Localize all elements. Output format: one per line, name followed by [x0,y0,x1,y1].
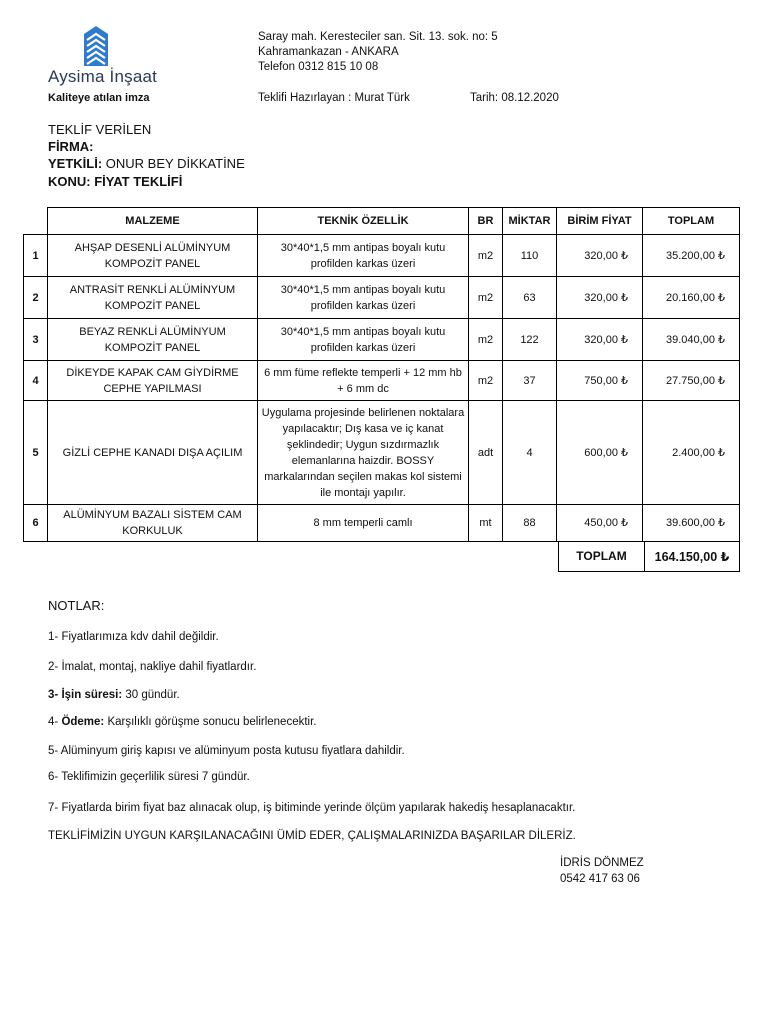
row-unit: m2 [469,319,503,361]
row-no: 5 [24,401,48,505]
row-qty: 122 [503,319,557,361]
note-bold: Ödeme: [61,716,105,728]
row-unit-price: 320,00 ₺ [557,235,643,277]
grand-total-label: TOPLAM [559,541,645,571]
note-item [48,631,219,643]
row-unit-price: 450,00 ₺ [557,505,643,542]
note-prefix: 4- [48,716,59,728]
row-spec: 30*40*1,5 mm antipas boyalı kutu profilden karkas üzeri [258,235,469,277]
note-text: Fiyatlarımıza kdv dahil değildir. [61,631,219,643]
header-unit: BR [469,208,503,235]
closing-message: TEKLİFİMİZİN UYGUN KARŞILANACAĞINI ÜMİD EDER, ÇALIŞMALARINIZDA BAŞARILAR DİLERİZ. [48,830,576,842]
row-material: ANTRASİT RENKLİ ALÜMİNYUM KOMPOZİT PANEL [48,277,258,319]
signature-phone: 0542 417 63 06 [560,873,640,885]
note-prefix: 1- [48,631,59,643]
header-blank [24,208,48,235]
row-unit: m2 [469,361,503,401]
table-row [24,361,740,401]
phone: Telefon 0312 815 10 08 [258,61,379,73]
table-row [24,277,740,319]
contact-value: ONUR BEY DİKKATİNE [105,156,245,171]
note-prefix: 2- [48,661,59,673]
row-unit: mt [469,505,503,542]
row-no: 4 [24,361,48,401]
row-qty: 88 [503,505,557,542]
header-material: MALZEME [48,208,258,235]
row-material: AHŞAP DESENLİ ALÜMİNYUM KOMPOZİT PANEL [48,235,258,277]
header-unit-price: BİRİM FİYAT [557,208,643,235]
row-total: 20.160,00 ₺ [643,277,740,319]
note-prefix: 5- [48,745,59,757]
notes-title: NOTLAR: [48,598,105,613]
row-total: 2.400,00 ₺ [643,401,740,505]
row-material: BEYAZ RENKLİ ALÜMİNYUM KOMPOZİT PANEL [48,319,258,361]
signature-name: İDRİS DÖNMEZ [560,857,644,869]
row-unit: adt [469,401,503,505]
note-text: Teklifimizin geçerlilik süresi 7 gündür. [61,771,250,783]
row-spec: 8 mm temperli camlı [258,505,469,542]
table-header-row [24,208,740,235]
address-line-2: Kahramankazan - ANKARA [258,46,399,58]
row-unit-price: 750,00 ₺ [557,361,643,401]
row-total: 39.040,00 ₺ [643,319,740,361]
row-qty: 63 [503,277,557,319]
row-no: 3 [24,319,48,361]
note-prefix: 6- [48,771,59,783]
address-line-1: Saray mah. Keresteciler san. Sit. 13. sok. no: 5 [258,31,498,43]
row-no: 2 [24,277,48,319]
table-row [24,319,740,361]
note-item [48,661,256,673]
contact-label: YETKİLİ: [48,156,103,171]
offer-to-label: TEKLİF VERİLEN [48,122,152,137]
row-material: ALÜMİNYUM BAZALI SİSTEM CAM KORKULUK [48,505,258,542]
row-spec: 6 mm füme reflekte temperli + 12 mm hb + 6 mm dc [258,361,469,401]
note-text: 30 gündür. [125,689,180,701]
row-spec: 30*40*1,5 mm antipas boyalı kutu profilden karkas üzeri [258,319,469,361]
note-item [48,771,250,783]
prepared-by: Teklifi Hazırlayan : Murat Türk [258,92,410,104]
grand-total-value: 164.150,00 ₺ [654,549,730,564]
note-text: Alüminyum giriş kapısı ve alüminyum posta kutusu fiyatlara dahildir. [60,745,405,757]
offer-table [23,207,740,542]
note-item [48,716,316,728]
row-total: 35.200,00 ₺ [643,235,740,277]
offer-date: Tarih: 08.12.2020 [470,92,559,104]
table-row [24,235,740,277]
firm-label: FİRMA: [48,139,94,154]
subject: KONU: FİYAT TEKLİFİ [48,174,183,189]
note-text: Karşılıklı görüşme sonucu belirlenecektir. [107,716,317,728]
note-bold: İşin süresi: [61,689,123,701]
company-name: Aysima İnşaat [48,67,158,86]
note-item [48,689,180,701]
note-text: İmalat, montaj, nakliye dahil fiyatlardır. [61,661,257,673]
row-unit: m2 [469,235,503,277]
note-text: Fiyatlarda birim fiyat baz alınacak olup, iş bitiminde yerinde ölçüm yapılarak hakediş hesaplanacaktır. [61,802,576,814]
row-unit: m2 [469,277,503,319]
table-row [24,401,740,505]
header-total: TOPLAM [643,208,740,235]
row-unit-price: 320,00 ₺ [557,277,643,319]
row-spec: Uygulama projesinde belirlenen noktalara yapılacaktır; Dış kasa ve iç kanat şeklindedir; Uygun sızdırmazlık elemanlarına haizdir. BOSSY markalarından seçilen makas kol sistemi ile montajı yapılır. [258,401,469,505]
row-spec: 30*40*1,5 mm antipas boyalı kutu profilden karkas üzeri [258,277,469,319]
row-qty: 4 [503,401,557,505]
header-qty: MİKTAR [503,208,557,235]
note-item [48,802,575,814]
contact-line [48,156,245,171]
company-slogan: Kaliteye atılan imza [48,92,150,104]
row-qty: 110 [503,235,557,277]
grand-total-box [558,541,740,572]
table-row [24,505,740,542]
note-prefix: 3- [48,689,59,701]
header-spec: TEKNİK ÖZELLİK [258,208,469,235]
row-material: GİZLİ CEPHE KANADI DIŞA AÇILIM [48,401,258,505]
note-item [48,745,405,757]
row-qty: 37 [503,361,557,401]
row-total: 39.600,00 ₺ [643,505,740,542]
row-unit-price: 600,00 ₺ [557,401,643,505]
row-unit-price: 320,00 ₺ [557,319,643,361]
row-no: 1 [24,235,48,277]
row-no: 6 [24,505,48,542]
row-material: DİKEYDE KAPAK CAM GİYDİRME CEPHE YAPILMASI [48,361,258,401]
note-prefix: 7- [48,802,59,814]
row-total: 27.750,00 ₺ [643,361,740,401]
